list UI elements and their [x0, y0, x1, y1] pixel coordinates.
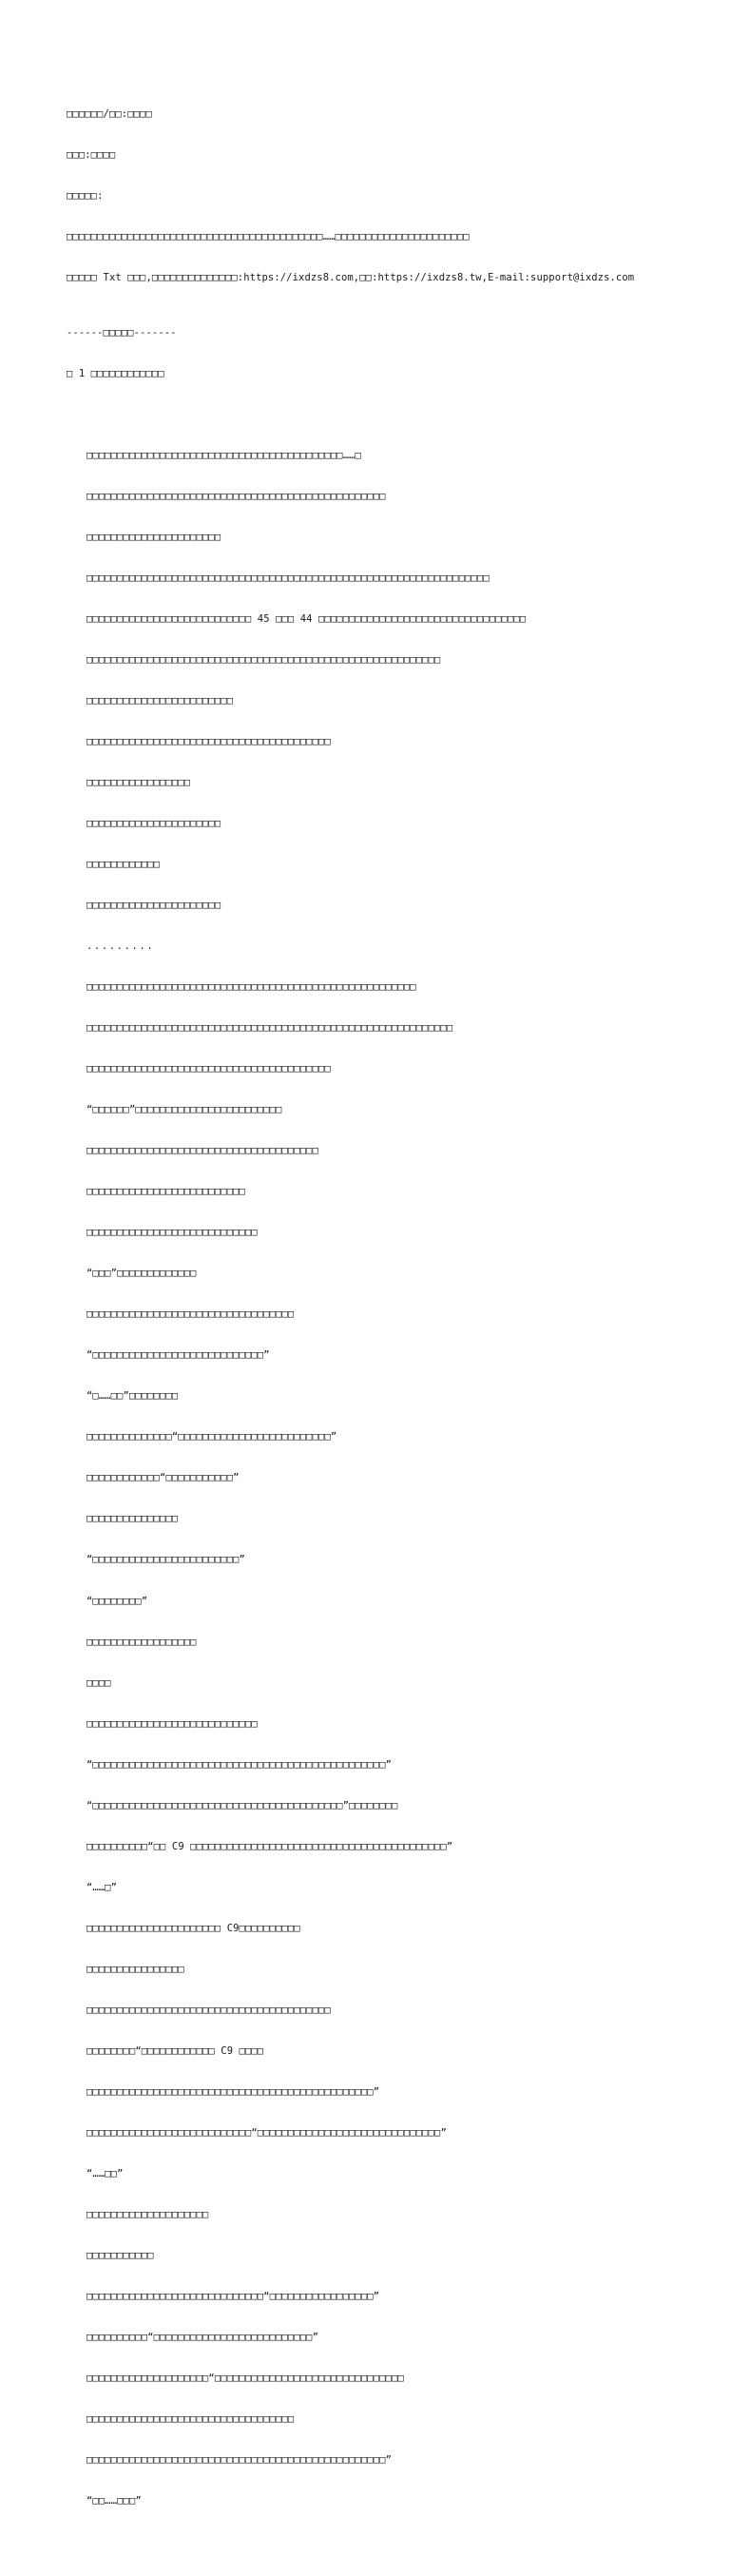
- paragraph: □□□□□□□□□□□□□□□□□□□□□□ C9□□□□□□□□□□: [86, 1922, 300, 1934]
- paragraph: □□□□□□□□□□□□□□□□□□□□□□□□□□□□□□□□□□□□□□□□□□……□: [86, 449, 361, 461]
- paragraph: □□□□□□□□□□“□□□□□□□□□□□□□□□□□□□□□□□□□□”: [86, 2332, 319, 2344]
- meta-line-title: □□□□□□/□□:□□□□: [67, 108, 152, 121]
- paragraph: □□□□□□□□□□□□□□□□□□□□: [86, 2208, 209, 2220]
- paragraph: □□□□□□□□□□“□□ C9 □□□□□□□□□□□□□□□□□□□□□□□□□□□□□□□□□□□□□□□□□□”: [86, 1840, 453, 1852]
- paragraph: “□□□□□□□□□□□□□□□□□□□□□□□□□□□□”: [86, 1349, 270, 1362]
- paragraph: □□□□□□□□□□□□□□□□□□□□□□□□: [86, 694, 234, 707]
- paragraph: “□□□”□□□□□□□□□□□□□: [86, 1268, 197, 1280]
- paragraph: □□□□□□□□□□□□□□□□□□□□□□: [86, 817, 221, 829]
- paragraph: □□□□□□□□□□□□□□□□□□□□□□□□□□: [86, 1186, 245, 1198]
- paragraph: “□……□□”□□□□□□□□: [86, 1390, 179, 1403]
- meta-line-summary-text: □□□□□□□□□□□□□□□□□□□□□□□□□□□□□□□□□□□□□□□□□□……□□□□□□□□□□□□□□□□□□□□□□: [67, 231, 470, 243]
- paragraph: “□□□□□□”□□□□□□□□□□□□□□□□□□□□□□□□: [86, 1104, 282, 1116]
- meta-line-summary-label: □□□□□:: [67, 190, 104, 203]
- paragraph: □□□□□□□□“□□□□□□□□□□□□ C9 □□□□: [86, 2044, 264, 2057]
- chapter-title: □ 1 □□□□□□□□□□□□: [67, 367, 164, 379]
- paragraph: □□□□□□□□□□□□□□□□□□□□□□□□□□□□□□□□□□□□□□□□□□□□□□□□□: [86, 490, 386, 502]
- paragraph: □□□□□□□□□□□□□□□□: [86, 1963, 184, 1975]
- paragraph: □□□□□□□□□□□□□□□□□□□□□□□□□□□ 45 □□□ 44 □□□□□□□□□□□□□□□□□□□□□□□□□□□□□□□□□□: [86, 612, 527, 625]
- paragraph: □□□□□□□□□□□: [86, 2250, 154, 2261]
- paragraph: “□□□□□□□□□□□□□□□□□□□□□□□□”: [86, 1554, 245, 1566]
- paragraph: □□□□□□□□□□□□□□□□□□□□□□□□□□□□□□□□□□□□□□□□: [86, 1063, 331, 1075]
- paragraph: □□□□□□□□□□□□□□□□□□□□□□: [86, 899, 221, 911]
- meta-line-source: □□□□□ Txt □□□,□□□□□□□□□□□□□□:https://ixdzs8.com,□□:https://ixdzs8.tw,E-mail:support@ixdzs.com: [67, 272, 635, 284]
- paragraph: □□□□□□□□□□□□□□□□□□□□“□□□□□□□□□□□□□□□□□□□□□□□□□□□□□□□: [86, 2373, 404, 2385]
- section-divider: ------□□□□□-------: [67, 326, 177, 339]
- paragraph: □□□□□□□□□□□□□□□: [86, 1513, 179, 1525]
- paragraph: □□□□□□□□□□□□□□□□□□□□□□□□□□□□□□□□□□□□□□: [86, 1145, 319, 1157]
- paragraph: “□□□□□□□□□□□□□□□□□□□□□□□□□□□□□□□□□□□□□□□□□□□□□□□□”: [86, 1758, 393, 1771]
- paragraph: “……□”: [86, 1881, 118, 1893]
- paragraph: □□□□□□□□□□□□□□□□□□□□□□□□□□□“□□□□□□□□□□□□□□□□□□□□□□□□□□□□□□”: [86, 2126, 447, 2139]
- paragraph: □□□□□□□□□□□□“□□□□□□□□□□□”: [86, 1472, 240, 1484]
- paragraph: □□□□□□□□□□□□: [86, 858, 161, 870]
- meta-line-author: □□□:□□□□: [67, 149, 116, 162]
- paragraph: □□□□□□□□□□□□□□□□□□□□□□□□□□□□□“□□□□□□□□□□□□□□□□□”: [86, 2291, 380, 2303]
- paragraph: □□□□: [86, 1676, 111, 1689]
- paragraph: □□□□□□□□□□□□□□□□□□□□□□□□□□□□□□□□□□□□□□□□□□□□□□□□□”: [86, 2454, 393, 2467]
- paragraph: □□□□□□□□□□□□□□“□□□□□□□□□□□□□□□□□□□□□□□□□”: [86, 1431, 337, 1443]
- chapter-body: [67, 421, 665, 2535]
- paragraph: □□□□□□□□□□□□□□□□□□□□□□□□□□□□□□□□□□: [86, 2413, 295, 2426]
- paragraph: □□□□□□□□□□□□□□□□□□□□□□□□□□□□□□□□□□□□□□□□□□□□□□□□□□□□□□□□□□□□: [86, 1022, 453, 1035]
- paragraph: □□□□□□□□□□□□□□□□□□□□□□□□□□□□□□□□□□□□□□□□□□□□□□□”: [86, 2085, 380, 2098]
- paragraph-ellipsis: .........: [86, 940, 155, 952]
- paragraph: □□□□□□□□□□□□□□□□□□□□□□□□□□□□□□□□□□□□□□□□: [86, 735, 331, 747]
- paragraph: □□□□□□□□□□□□□□□□□□□□□□: [86, 531, 221, 543]
- paragraph: □□□□□□□□□□□□□□□□□□□□□□□□□□□□□□□□□□□□□□□□□□□□□□□□□□□□□□□□□□: [86, 653, 441, 666]
- paragraph: “□□□□□□□□□□□□□□□□□□□□□□□□□□□□□□□□□□□□□□□□□”□□□□□□□□: [86, 1799, 398, 1811]
- document-text-body: [67, 67, 665, 2576]
- paragraph: □□□□□□□□□□□□□□□□□: [86, 776, 191, 788]
- paragraph: □□□□□□□□□□□□□□□□□□□□□□□□□□□□: [86, 1227, 258, 1239]
- paragraph: “……□□”: [86, 2167, 124, 2179]
- paragraph: □□□□□□□□□□□□□□□□□□□□□□□□□□□□□□□□□□□□□□□□□□□□□□□□□□□□□□□□□□□□□□□□□□: [86, 571, 490, 584]
- paragraph: □□□□□□□□□□□□□□□□□□□□□□□□□□□□□□□□□□□□□□□□: [86, 2004, 331, 2016]
- paragraph: □□□□□□□□□□□□□□□□□□□□□□□□□□□□: [86, 1717, 258, 1730]
- paragraph: □□□□□□□□□□□□□□□□□□: [86, 1636, 197, 1648]
- paragraph: “□□……□□□”: [86, 2495, 142, 2508]
- paragraph: □□□□□□□□□□□□□□□□□□□□□□□□□□□□□□□□□□: [86, 1308, 295, 1321]
- paragraph: “□□□□□□□□”: [86, 1595, 148, 1607]
- paragraph: □□□□□□□□□□□□□□□□□□□□□□□□□□□□□□□□□□□□□□□□□□□□□□□□□□□□□□: [86, 981, 416, 994]
